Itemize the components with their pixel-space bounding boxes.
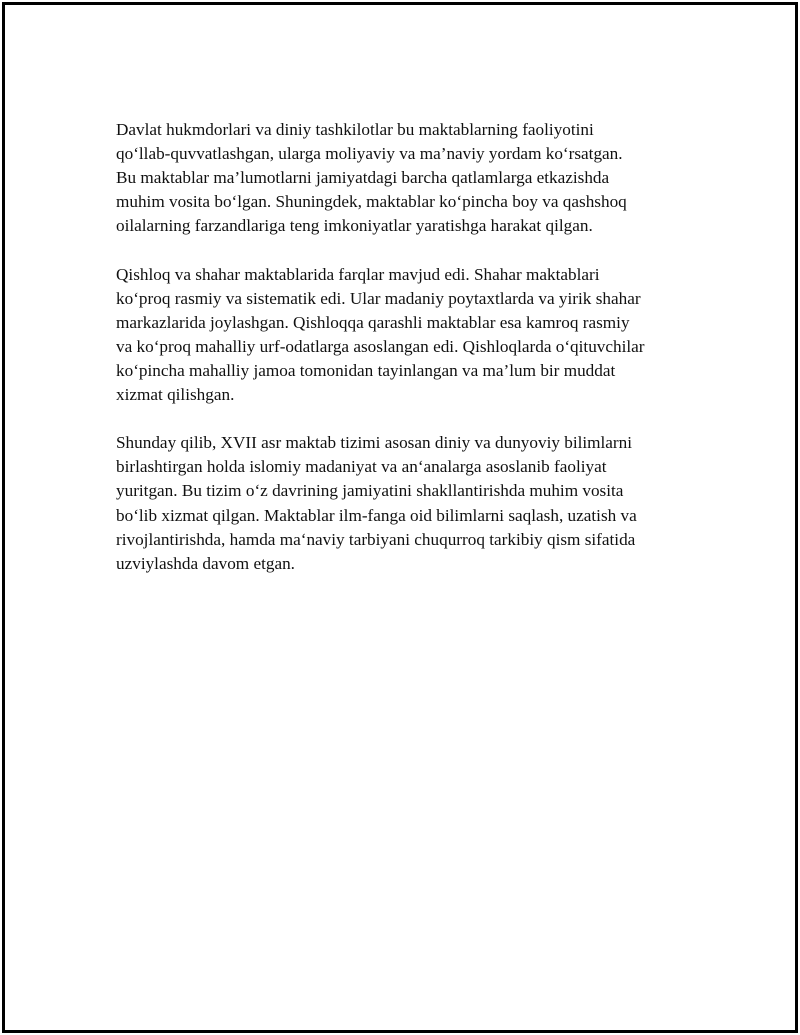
text-line: uzviylashda davom etgan. <box>116 553 295 573</box>
text-line: oilalarning farzandlariga teng imkoniyatlar yaratishga harakat qilgan. <box>116 216 593 236</box>
text-line: Qishloq va shahar maktablarida farqlar mavjud edi. Shahar maktablari <box>116 264 600 284</box>
text-line: ko‘proq rasmiy va sistematik edi. Ular madaniy poytaxtlarda va yirik shahar <box>116 288 641 308</box>
text-line: Davlat hukmdorlari va diniy tashkilotlar bu maktablarning faoliyotini <box>116 120 594 139</box>
text-line: qo‘llab-quvvatlashgan, ularga moliyaviy va ma’naviy yordam ko‘rsatgan. <box>116 144 623 164</box>
paragraph-2 <box>116 263 696 408</box>
paragraph-3 <box>116 431 696 576</box>
text-line: yuritgan. Bu tizim o‘z davrining jamiyatini shakllantirishda muhim vosita <box>116 481 624 501</box>
text-line: Bu maktablar ma’lumotlarni jamiyatdagi barcha qatlamlarga etkazishda <box>116 168 610 188</box>
text-line: va ko‘proq mahalliy urf-odatlarga asoslangan edi. Qishloqlarda o‘qituvchilar <box>116 336 645 356</box>
text-line: Shunday qilib, XVII asr maktab tizimi asosan diniy va dunyoviy bilimlarni <box>116 433 633 453</box>
text-line: ko‘pincha mahalliy jamoa tomonidan tayinlangan va ma’lum bir muddat <box>116 360 616 380</box>
document-body <box>116 118 696 600</box>
text-line: markazlarida joylashgan. Qishloqqa qarashli maktablar esa kamroq rasmiy <box>116 312 630 332</box>
text-line: bo‘lib xizmat qilgan. Maktablar ilm-fanga oid bilimlarni saqlash, uzatish va <box>116 505 637 525</box>
text-line: birlashtirgan holda islomiy madaniyat va an‘analarga asoslanib faoliyat <box>116 457 607 477</box>
paragraph-1 <box>116 118 696 238</box>
text-line: rivojlantirishda, hamda ma‘naviy tarbiyani chuqurroq tarkibiy qism sifatida <box>116 529 636 549</box>
text-line: xizmat qilishgan. <box>116 385 235 405</box>
text-line: muhim vosita bo‘lgan. Shuningdek, maktablar ko‘pincha boy va qashshoq <box>116 192 627 212</box>
